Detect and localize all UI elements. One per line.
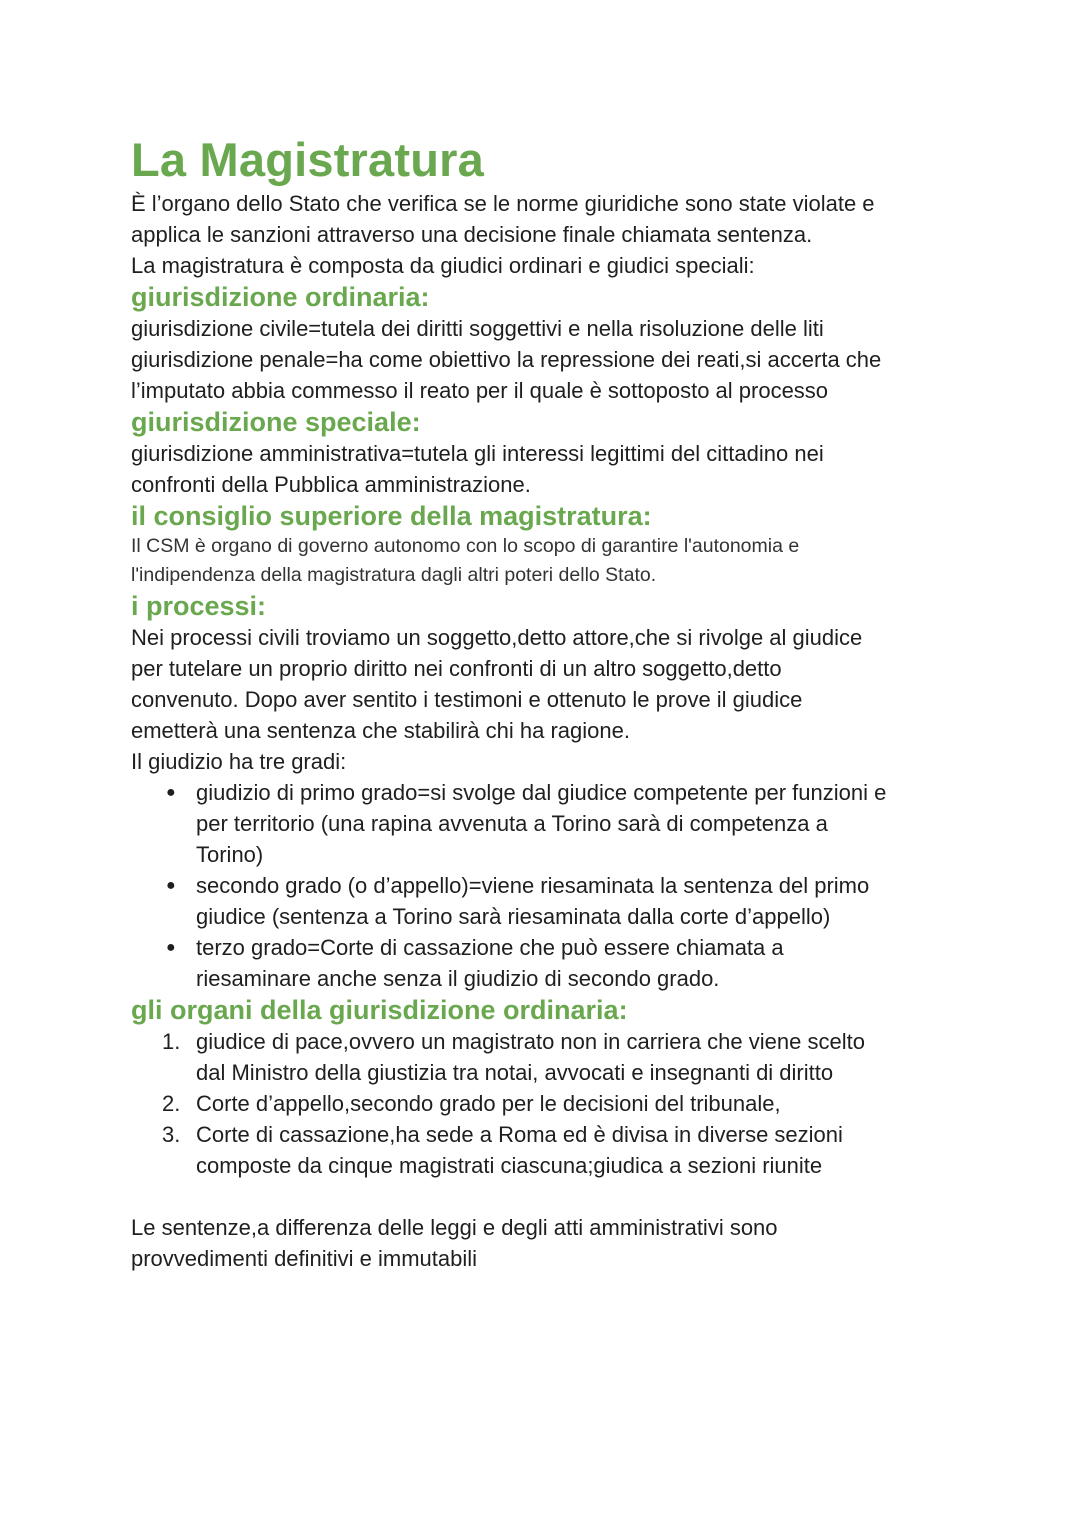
processi-line: per tutelare un proprio diritto nei confronti di un altro soggetto,detto — [131, 656, 782, 681]
csm-line: l'indipendenza della magistratura dagli altri poteri dello Stato. — [131, 564, 657, 586]
heading-organi: gli organi della giurisdizione ordinaria: — [131, 995, 628, 1025]
list-item — [131, 1088, 951, 1119]
speciale-line: confronti della Pubblica amministrazione. — [131, 472, 531, 497]
list-item-line: composte da cinque magistrati ciascuna;giudica a sezioni riunite — [196, 1153, 823, 1178]
list-number: 1. — [162, 1029, 181, 1054]
list-item-line: secondo grado (o d’appello)=viene riesaminata la sentenza del primo — [196, 873, 870, 898]
processi-line: convenuto. Dopo aver sentito i testimoni e ottenuto le prove il giudice — [131, 687, 803, 712]
list-item-line: Corte d’appello,secondo grado per le decisioni del tribunale, — [196, 1091, 781, 1116]
gradi-list — [131, 777, 951, 994]
list-item-line: Torino) — [196, 842, 264, 867]
ordinaria-line: l’imputato abbia commesso il reato per il quale è sottoposto al processo — [131, 378, 829, 403]
heading-processi: i processi: — [131, 591, 267, 621]
processi-line: emetterà una sentenza che stabilirà chi ha ragione. — [131, 718, 630, 743]
ordinaria-line: giurisdizione civile=tutela dei diritti soggettivi e nella risoluzione delle liti — [131, 316, 824, 341]
list-item — [131, 1026, 951, 1088]
speciale-line: giurisdizione amministrativa=tutela gli interessi legittimi del cittadino nei — [131, 441, 824, 466]
intro-line: La magistratura è composta da giudici ordinari e giudici speciali: — [131, 253, 755, 278]
list-item-line: terzo grado=Corte di cassazione che può essere chiamata a — [196, 935, 784, 960]
intro-line: È l’organo dello Stato che verifica se le norme giuridiche sono state violate e — [131, 191, 875, 216]
list-item — [131, 870, 951, 932]
conclusion-line: Le sentenze,a differenza delle leggi e degli atti amministrativi sono — [131, 1215, 778, 1240]
bullet-icon: ● — [166, 877, 176, 894]
heading-giurisdizione-speciale: giurisdizione speciale: — [131, 407, 421, 437]
list-item — [131, 777, 951, 870]
list-item-line: giudice (sentenza a Torino sarà riesaminata dalla corte d’appello) — [196, 904, 831, 929]
bullet-icon: ● — [166, 939, 176, 956]
conclusion-line: provvedimenti definitivi e immutabili — [131, 1246, 478, 1271]
processi-line: Il giudizio ha tre gradi: — [131, 749, 347, 774]
processi-line: Nei processi civili troviamo un soggetto,detto attore,che si rivolge al giudice — [131, 625, 863, 650]
list-item-line: Corte di cassazione,ha sede a Roma ed è divisa in diverse sezioni — [196, 1122, 843, 1147]
organi-list — [131, 1026, 951, 1181]
list-item — [131, 1119, 951, 1181]
list-item-line: riesaminare anche senza il giudizio di secondo grado. — [196, 966, 720, 991]
list-number: 3. — [162, 1122, 181, 1147]
blank-line — [131, 1181, 951, 1212]
list-item — [131, 932, 951, 994]
csm-line: Il CSM è organo di governo autonomo con lo scopo di garantire l'autonomia e — [131, 535, 800, 557]
ordinaria-line: giurisdizione penale=ha come obiettivo la repressione dei reati,si accerta che — [131, 347, 882, 372]
heading-csm: il consiglio superiore della magistratura: — [131, 501, 652, 531]
list-item-line: giudizio di primo grado=si svolge dal giudice competente per funzioni e — [196, 780, 887, 805]
list-item-line: dal Ministro della giustizia tra notai, avvocati e insegnanti di diritto — [196, 1060, 834, 1085]
list-number: 2. — [162, 1091, 181, 1116]
list-item-line: per territorio (una rapina avvenuta a Torino sarà di competenza a — [196, 811, 828, 836]
heading-giurisdizione-ordinaria: giurisdizione ordinaria: — [131, 282, 430, 312]
list-item-line: giudice di pace,ovvero un magistrato non in carriera che viene scelto — [196, 1029, 865, 1054]
document-body — [131, 132, 951, 1274]
page-title: La Magistratura — [131, 133, 484, 186]
bullet-icon: ● — [166, 784, 176, 801]
intro-line: applica le sanzioni attraverso una decisione finale chiamata sentenza. — [131, 222, 813, 247]
